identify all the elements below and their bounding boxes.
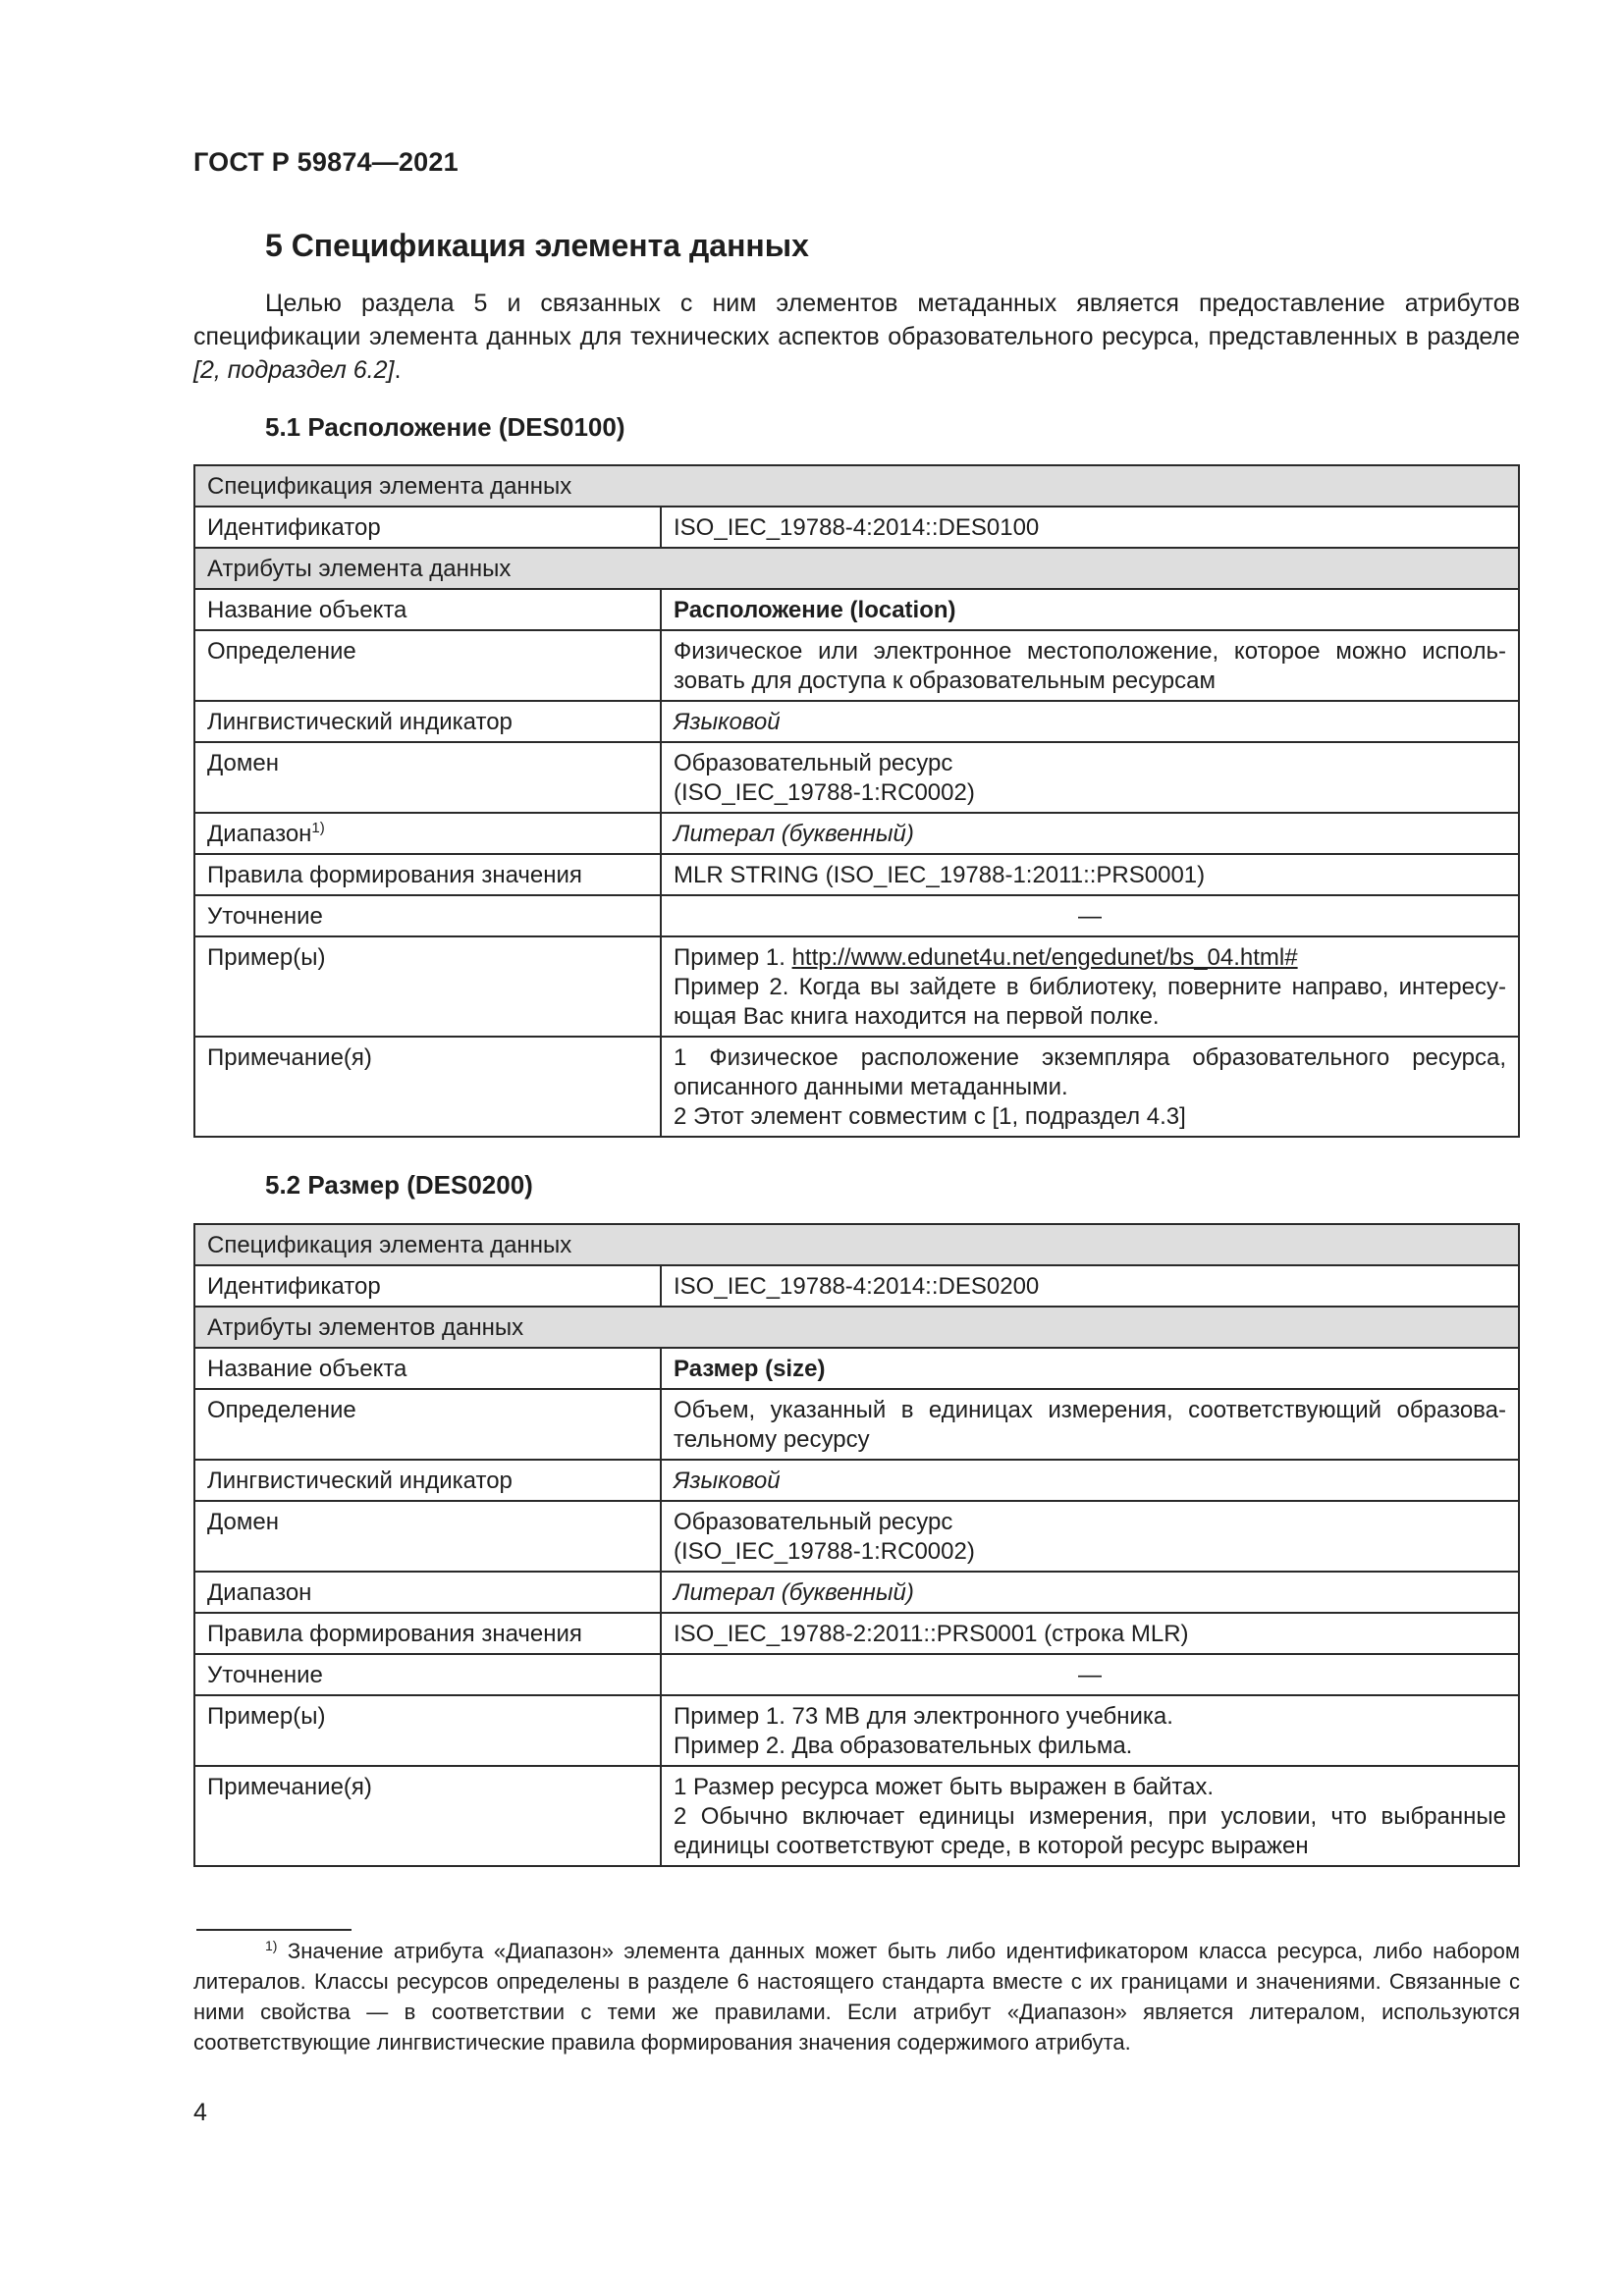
attribute-label-text: Уточнение	[207, 903, 323, 930]
value-line: (ISO_IEC_19788-1:RC0002)	[674, 1538, 975, 1565]
attribute-label	[194, 1613, 661, 1654]
value-line: 1 Размер ресурса может быть выражен в байтах.	[674, 1774, 1215, 1800]
attribute-label	[194, 630, 661, 701]
table-row	[194, 589, 1519, 630]
value-line: Пример 1. 73 MB для электронного учебника.	[674, 1703, 1173, 1730]
attribute-value: Литерал (буквенный)	[661, 1572, 1519, 1613]
attribute-label-text: Диапазон	[207, 821, 312, 847]
attribute-label-text: Идентификатор	[207, 514, 381, 541]
attribute-value: Физическое или электронное местоположение, которое можно использовать для доступа к образовательным ресурсам	[661, 630, 1519, 701]
intro-end: .	[394, 356, 402, 384]
table-header-cell: Атрибуты элемента данных	[194, 548, 1519, 589]
table-row	[194, 701, 1519, 742]
attribute-value: —	[661, 895, 1519, 936]
attribute-value	[661, 1695, 1519, 1766]
attribute-label	[194, 1348, 661, 1389]
table-row	[194, 1572, 1519, 1613]
attribute-value: Расположение (location)	[661, 589, 1519, 630]
value-line: Образовательный ресурс	[674, 750, 953, 776]
table-row	[194, 1265, 1519, 1307]
attribute-label	[194, 1037, 661, 1137]
table-row	[194, 813, 1519, 854]
value-line: Образовательный ресурс	[674, 1509, 953, 1535]
attribute-label	[194, 742, 661, 813]
table-row	[194, 1613, 1519, 1654]
attribute-value: Языковой	[661, 701, 1519, 742]
attribute-label	[194, 1766, 661, 1866]
attribute-value	[661, 936, 1519, 1037]
footnote-divider	[196, 1929, 352, 1931]
attribute-label	[194, 1389, 661, 1460]
attribute-label	[194, 1460, 661, 1501]
attribute-value: MLR STRING (ISO_IEC_19788-1:2011::PRS0001)	[661, 854, 1519, 895]
value-line: Пример 2. Когда вы зайдете в библиотеку, поверните направо, интересующая Вас книга находится на первой полке.	[674, 974, 1506, 1030]
value-line: 2 Обычно включает единицы измерения, при условии, что выбранные единицы соответствуют среде, в которой ресурс выражен	[674, 1803, 1506, 1859]
attribute-label-text: Диапазон	[207, 1579, 312, 1606]
attribute-value: ISO_IEC_19788-4:2014::DES0200	[661, 1265, 1519, 1307]
attribute-value	[661, 1037, 1519, 1137]
table-row	[194, 1460, 1519, 1501]
table-row	[194, 854, 1519, 895]
footnote-text: Значение атрибута «Диапазон» элемента данных может быть либо идентификатором класса ресурса, либо набором литералов. Классы ресурсов определены в разделе 6 настоящего стандарта вместе с их границами и значениями. Связанные с ними свойства — в соответствии с теми же правилами. Если атрибут «Диапазон» является литералом, используются соответствующие лингвистические правила формирования значения содержимого атрибута.	[193, 1939, 1520, 2055]
table-row	[194, 1348, 1519, 1389]
attribute-label	[194, 1265, 661, 1307]
attribute-label-text: Домен	[207, 750, 279, 776]
attribute-value: ISO_IEC_19788-2:2011::PRS0001 (строка MLR)	[661, 1613, 1519, 1654]
value-line: 1 Физическое расположение экземпляра образовательного ресурса, описанного данными метаданными.	[674, 1044, 1506, 1100]
footnote	[193, 1936, 1520, 2057]
footnote-ref: 1)	[311, 820, 325, 836]
table-header-row	[194, 465, 1519, 507]
attribute-label-text: Домен	[207, 1509, 279, 1535]
attribute-label	[194, 854, 661, 895]
value-line: 2 Этот элемент совместим с [1, подраздел 4.3]	[674, 1103, 1186, 1130]
table-row	[194, 1389, 1519, 1460]
attribute-value: Объем, указанный в единицах измерения, соответствующий образовательному ресурсу	[661, 1389, 1519, 1460]
attribute-label	[194, 813, 661, 854]
attribute-label	[194, 936, 661, 1037]
table-row	[194, 895, 1519, 936]
attribute-label	[194, 589, 661, 630]
example-link[interactable]: http://www.edunet4u.net/engedunet/bs_04.html#	[791, 944, 1298, 971]
attribute-label-text: Правила формирования значения	[207, 862, 582, 888]
footnote-marker: 1)	[265, 1938, 278, 1953]
table-row	[194, 1766, 1519, 1866]
attribute-label-text: Идентификатор	[207, 1273, 381, 1300]
intro-text: Целью раздела 5 и связанных с ним элементов метаданных является предоставление атрибутов спецификации элемента данных для технических аспектов образовательного ресурса, представленных в разделе	[193, 290, 1520, 350]
attribute-value: Литерал (буквенный)	[661, 813, 1519, 854]
table-row	[194, 936, 1519, 1037]
attribute-value	[661, 1766, 1519, 1866]
attribute-value	[661, 1501, 1519, 1572]
spec-table-location	[193, 464, 1520, 1138]
attribute-label-text: Название объекта	[207, 1356, 407, 1382]
table-header-row	[194, 1307, 1519, 1348]
attribute-label-text: Лингвистический индикатор	[207, 1468, 513, 1494]
table-row	[194, 507, 1519, 548]
attribute-label-text: Уточнение	[207, 1662, 323, 1688]
table-row	[194, 1501, 1519, 1572]
attribute-value: ISO_IEC_19788-4:2014::DES0100	[661, 507, 1519, 548]
attribute-label-text: Лингвистический индикатор	[207, 709, 513, 735]
attribute-label	[194, 1572, 661, 1613]
attribute-label	[194, 1501, 661, 1572]
attribute-label	[194, 701, 661, 742]
page-number: 4	[193, 2099, 207, 2126]
attribute-label-text: Пример(ы)	[207, 1703, 326, 1730]
attribute-label-text: Примечание(я)	[207, 1044, 372, 1071]
example-prefix: Пример 1.	[674, 944, 792, 971]
standard-code: ГОСТ Р 59874—2021	[193, 147, 459, 177]
value-line	[674, 943, 1506, 973]
attribute-label-text: Определение	[207, 638, 356, 665]
attribute-label	[194, 1654, 661, 1695]
table-header-cell: Спецификация элемента данных	[194, 465, 1519, 507]
value-line: Пример 2. Два образовательных фильма.	[674, 1733, 1133, 1759]
table-header-row	[194, 1224, 1519, 1265]
attribute-label-text: Название объекта	[207, 597, 407, 623]
table-row	[194, 742, 1519, 813]
table-header-cell: Атрибуты элементов данных	[194, 1307, 1519, 1348]
attribute-label	[194, 895, 661, 936]
table-header-row	[194, 548, 1519, 589]
section-intro	[193, 287, 1520, 387]
attribute-value	[661, 742, 1519, 813]
attribute-label-text: Определение	[207, 1397, 356, 1423]
attribute-value: Размер (size)	[661, 1348, 1519, 1389]
table-row	[194, 630, 1519, 701]
table-row	[194, 1654, 1519, 1695]
subsection-title-size: 5.2 Размер (DES0200)	[265, 1170, 533, 1200]
attribute-label-text: Правила формирования значения	[207, 1621, 582, 1647]
attribute-label	[194, 507, 661, 548]
spec-table-size	[193, 1223, 1520, 1867]
attribute-label-text: Примечание(я)	[207, 1774, 372, 1800]
attribute-label	[194, 1695, 661, 1766]
table-row	[194, 1037, 1519, 1137]
section-title: 5 Спецификация элемента данных	[265, 228, 809, 263]
intro-reference: [2, подраздел 6.2]	[193, 356, 395, 384]
table-row	[194, 1695, 1519, 1766]
subsection-title-location: 5.1 Расположение (DES0100)	[265, 412, 625, 442]
attribute-value: Языковой	[661, 1460, 1519, 1501]
value-line: (ISO_IEC_19788-1:RC0002)	[674, 779, 975, 806]
attribute-value: —	[661, 1654, 1519, 1695]
table-header-cell: Спецификация элемента данных	[194, 1224, 1519, 1265]
attribute-label-text: Пример(ы)	[207, 944, 326, 971]
